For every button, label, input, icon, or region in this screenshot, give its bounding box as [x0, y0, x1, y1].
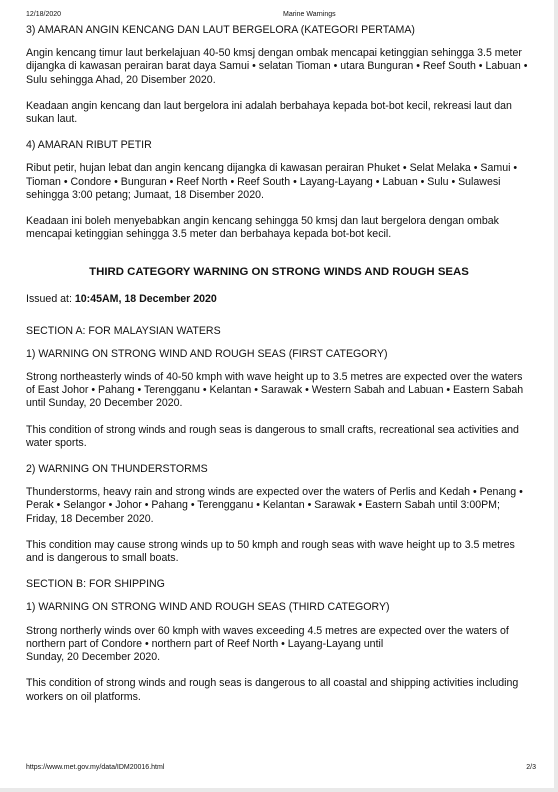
warning-a1-text: Strong northeasterly winds of 40-50 kmph with wave height up to 3.5 metres are expected over the waters of East Johor • Pahang • Terengganu • Kelantan • Sarawak • Western Sabah and Labuan • Eastern Sabah until Sunday, 20 December 2020.: [26, 371, 524, 410]
malay-warning-4-text: Ribut petir, hujan lebat dan angin kencang dijangka di kawasan perairan Phuket • Selat Melaka • Samui • Tioman • Condore • Bunguran • Reef North • Reef South • Layang-Layang • Labuan • Sulu • Sulawesi sehingga 3:00 petang; Jumaat, 18 Disember 2020.: [26, 162, 518, 201]
english-title: THIRD CATEGORY WARNING ON STRONG WINDS AND ROUGH SEAS: [89, 266, 469, 279]
issued-line: [26, 293, 532, 306]
warning-b1-text-line2: Sunday, 20 December 2020.: [26, 651, 161, 664]
page-footer: [26, 764, 536, 774]
section-a-heading: SECTION A: FOR MALAYSIAN WATERS: [26, 324, 221, 337]
issued-value: 10:45AM, 18 December 2020: [74, 293, 217, 306]
print-date: 12/18/2020: [26, 11, 62, 18]
warning-a2-note: This condition may cause strong winds up to 50 kmph and rough seas with wave height up to 3.5 metres and is dangerous to small boats.: [26, 538, 515, 565]
malay-warning-4-note: Keadaan ini boleh menyebabkan angin kencang sehingga 50 kmsj dan laut bergelora dengan ombak mencapai ketinggian sehingga 3.5 meter dan berbahaya kepada bot-bot kecil.: [26, 215, 499, 241]
warning-a1-heading: 1) WARNING ON STRONG WIND AND ROUGH SEAS (FIRST CATEGORY): [26, 347, 388, 360]
warning-a1-note: This condition of strong winds and rough seas is dangerous to small crafts, recreational sea activities and water sports.: [26, 423, 519, 449]
page-bottom-edge: [0, 788, 558, 792]
issued-label: Issued at:: [26, 293, 75, 306]
source-url: https://www.met.gov.my/data/IDM20016.html: [26, 764, 165, 771]
page-number: 2/3: [526, 764, 536, 771]
warning-b1-text-line1: Strong northerly winds over 60 kmph with waves exceeding 4.5 metres are expected over the waters of northern part of Condore • northern part of Reef North • Layang-Layang until: [26, 624, 509, 650]
print-title: Marine Warnings: [283, 11, 336, 18]
malay-warning-3-text: Angin kencang timur laut berkelajuan 40-50 kmsj dengan ombak mencapai ketinggian sehingga 3.5 meter dijangka di kawasan perairan barat daya Samui • selatan Tioman • utara Bunguran • Reef South • Labuan • Sulu sehingga Ahad, 20 Disember 2020.: [26, 47, 528, 86]
document-body: [26, 24, 532, 717]
warning-b1-text: [26, 625, 532, 665]
warning-b1-note: This condition of strong winds and rough seas is dangerous to all coastal and shipping activities including workers on oil platforms.: [26, 677, 519, 703]
page-right-edge: [554, 0, 558, 792]
malay-warning-3-note: Keadaan angin kencang dan laut bergelora ini adalah berbahaya kepada bot-bot kecil, rekreasi laut dan sukan laut.: [26, 99, 512, 126]
section-b-heading: SECTION B: FOR SHIPPING: [26, 578, 165, 591]
malay-warning-4-heading: 4) AMARAN RIBUT PETIR: [26, 139, 152, 152]
warning-b1-heading: 1) WARNING ON STRONG WIND AND ROUGH SEAS (THIRD CATEGORY): [26, 601, 390, 614]
page-header: [26, 11, 536, 21]
malay-warning-3-heading: 3) AMARAN ANGIN KENCANG DAN LAUT BERGELORA (KATEGORI PERTAMA): [26, 24, 415, 36]
warning-a2-text: Thunderstorms, heavy rain and strong winds are expected over the waters of Perlis and Kedah • Penang • Perak • Selangor • Johor • Pahang • Terengganu • Kelantan • Sarawak • Eastern Sabah until 3:00PM; Friday, 18 December 2020.: [26, 486, 523, 525]
warning-a2-heading: 2) WARNING ON THUNDERSTORMS: [26, 463, 208, 476]
